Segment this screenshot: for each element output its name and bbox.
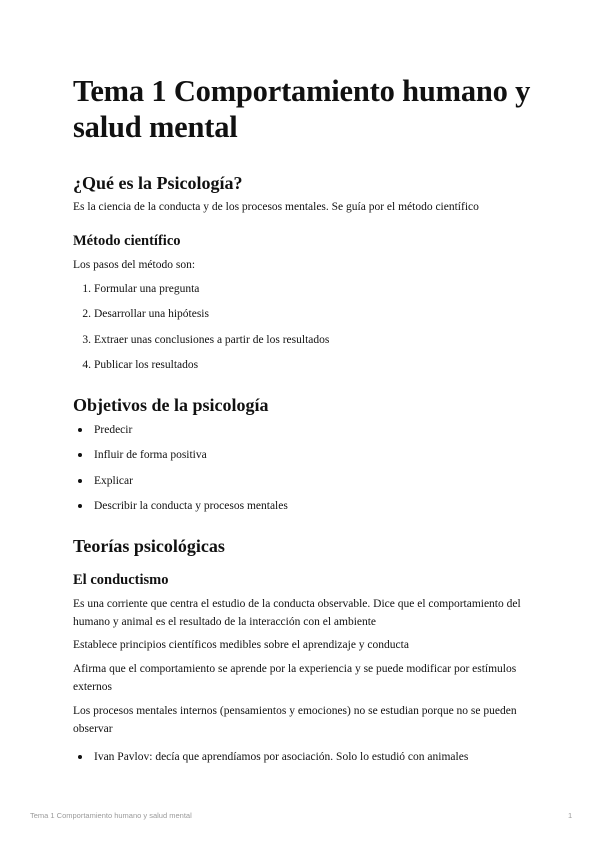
list-item-text: Ivan Pavlov: decía que aprendíamos por asociación. Solo lo estudió con animales (94, 751, 469, 763)
list-number: 1. (82, 283, 91, 295)
list-item-text: Influir de forma positiva (94, 449, 207, 461)
conductismo-paragraph: Afirma que el comportamiento se aprende por la experiencia y se puede modificar por estímulos externos (73, 663, 517, 693)
list-number: 2. (82, 308, 91, 320)
document-title: Tema 1 Comportamiento humano y salud mental (73, 74, 531, 144)
subheading-metodo-cientifico: Método científico (73, 233, 181, 249)
list-item-text: Predecir (94, 424, 133, 436)
list-item-text: Publicar los resultados (94, 359, 199, 371)
section-heading-psicologia: ¿Qué es la Psicología? (73, 173, 243, 193)
conductismo-paragraph: Establece principios científicos medibles sobre el aprendizaje y conducta (73, 639, 409, 651)
bullet-icon (78, 504, 82, 508)
conductismo-paragraph: Los procesos mentales internos (pensamientos y emociones) no se estudian porque no se pueden observar (73, 705, 517, 735)
subheading-conductismo: El conductismo (73, 572, 169, 588)
footer-title: Tema 1 Comportamiento humano y salud mental (30, 811, 192, 820)
bullet-icon (78, 755, 82, 759)
steps-intro: Los pasos del método son: (73, 259, 196, 271)
list-item-text: Extraer unas conclusiones a partir de los resultados (94, 334, 330, 346)
footer-page-number: 1 (568, 811, 573, 820)
list-item-text: Describir la conducta y procesos mentales (94, 500, 288, 512)
bullet-icon (78, 428, 82, 432)
list-item-text: Formular una pregunta (94, 283, 200, 295)
bullet-icon (78, 453, 82, 457)
conductismo-paragraph: Es una corriente que centra el estudio de la conducta observable. Dice que el comportamiento del humano y animal es el resultado de la interacción con el ambiente (73, 598, 521, 628)
list-item-text: Explicar (94, 475, 133, 487)
list-number: 4. (82, 359, 91, 371)
list-item-text: Desarrollar una hipótesis (94, 308, 209, 320)
definition-paragraph: Es la ciencia de la conducta y de los procesos mentales. Se guía por el método científico (73, 201, 479, 213)
bullet-icon (78, 479, 82, 483)
list-number: 3. (82, 334, 91, 346)
section-heading-teorias: Teorías psicológicas (73, 536, 225, 556)
section-heading-objetivos: Objetivos de la psicología (73, 395, 269, 415)
